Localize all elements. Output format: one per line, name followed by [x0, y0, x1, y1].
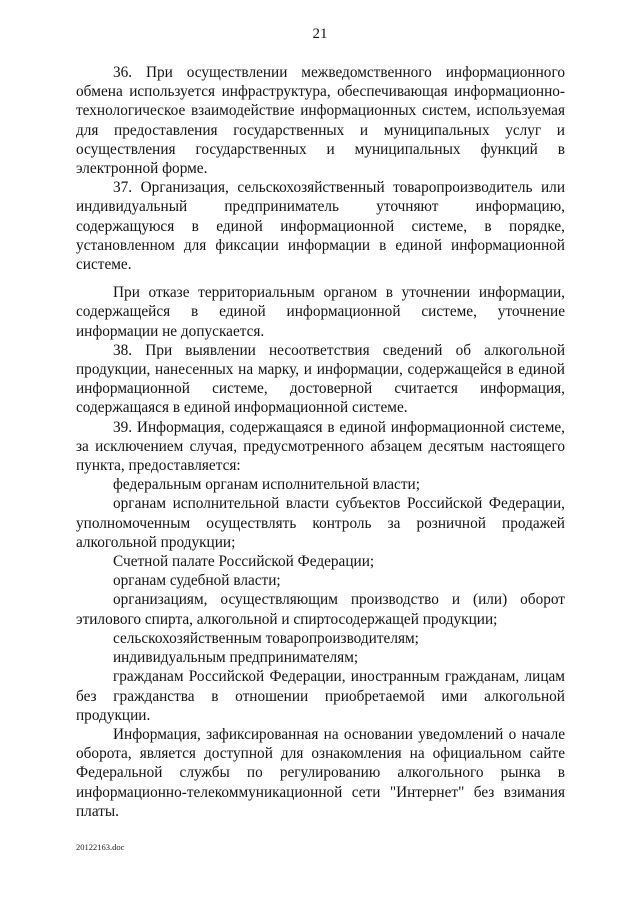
list-item: Счетной палате Российской Федерации;	[113, 553, 375, 571]
paragraph-information-access: Информация, зафиксированная на основании уведомлений о начале оборота, является доступной для ознакомления на официальном сайте Федеральной службы по регулированию алкогольного рынка в информационно-телекоммуникационной сети "Интернет" без взимания платы.	[76, 725, 565, 820]
list-item: органам исполнительной власти субъектов Российской Федерации, уполномоченным осуществлять контроль за розничной продажей алкогольной продукции;	[76, 495, 565, 551]
paragraph-36: 36. При осуществлении межведомственного информационного обмена используется инфраструктура, обеспечивающая информационно-технологическое взаимодействие информационных систем, используемая для предоставления государственных и муниципальных услуг и осуществления государственных и муниципальных функций в электронной форме.	[76, 64, 565, 178]
paragraph-37: 37. Организация, сельскохозяйственный товаропроизводитель или индивидуальный предприниматель уточняют информацию, содержащуюся в единой информационной системе, в порядке, установленном для фиксации информации в единой информационной системе.	[76, 179, 565, 274]
list-item: федеральным органам исполнительной власти;	[113, 476, 420, 494]
list-item: сельскохозяйственным товаропроизводителям;	[113, 629, 419, 647]
page-number: 21	[312, 26, 328, 42]
footer-doc-id: 20122163.doc	[76, 842, 125, 852]
list-item: органам судебной власти;	[113, 572, 281, 590]
paragraph-39: 39. Информация, содержащаяся в единой информационной системе, за исключением случая, предусмотренного абзацем десятым настоящего пункта, предоставляется:	[76, 418, 565, 475]
document-body	[76, 63, 565, 821]
list-item: гражданам Российской Федерации, иностранным гражданам, лицам без гражданства в отношении приобретаемой ими алкогольной продукции.	[76, 668, 565, 724]
paragraph-38: 38. При выявлении несоответствия сведений об алкогольной продукции, нанесенных на марку, и информации, содержащейся в единой информационной системе, достоверной считается информация, содержащаяся в единой информационной системе.	[76, 341, 565, 417]
paragraph-refusal: При отказе территориальным органом в уточнении информации, содержащейся в единой информационной системе, уточнение информации не допускается.	[76, 284, 565, 340]
list-item: индивидуальным предпринимателям;	[113, 649, 359, 667]
list-item: организациям, осуществляющим производство и (или) оборот этилового спирта, алкогольной и спиртосодержащей продукции;	[76, 591, 565, 628]
